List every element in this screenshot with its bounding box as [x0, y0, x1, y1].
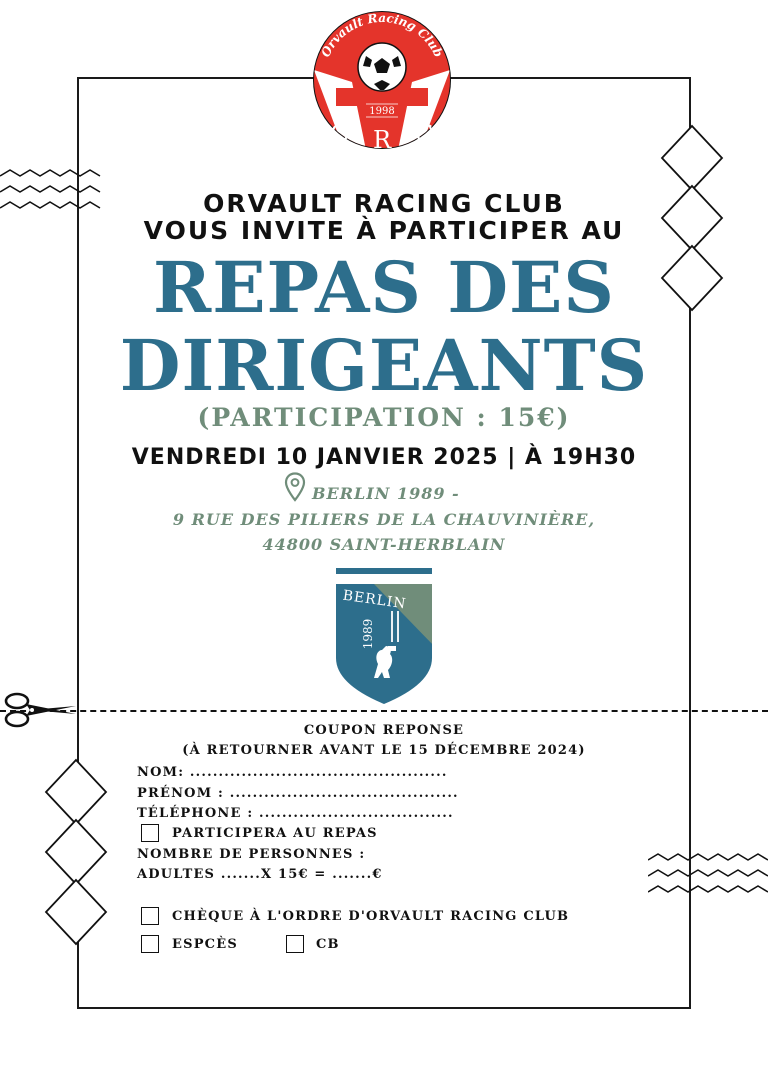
venue-logo-year: 1989	[361, 618, 375, 650]
event-date: VENDREDI 10 JANVIER 2025 | À 19H30	[131, 445, 637, 470]
invitation-header	[0, 190, 768, 244]
zigzag-decoration-right	[648, 852, 768, 902]
field-nombre-personnes[interactable]: NOMBRE DE PERSONNES :	[137, 847, 366, 862]
coupon-deadline: (À RETOURNER AVANT LE 15 DÉCEMBRE 2024)	[182, 743, 586, 758]
logo-arc-text: Orvault Racing Club	[318, 11, 446, 60]
venue-logo-word: BERLIN	[341, 587, 408, 613]
logo-initial-c: C	[414, 120, 434, 148]
coupon-title: COUPON REPONSE	[303, 723, 465, 738]
label-especes: ESPCÈS	[172, 937, 238, 952]
checkbox-cb[interactable]	[286, 935, 304, 953]
location-pin-icon	[284, 472, 306, 502]
label-cb: CB	[316, 937, 340, 952]
checkbox-especes[interactable]	[141, 935, 159, 953]
club-name: ORVAULT RACING CLUB	[203, 189, 565, 218]
venue-street: 9 RUE DES PILIERS DE LA CHAUVINIÈRE,	[172, 510, 596, 529]
diamond-decoration-left	[42, 758, 110, 948]
venue-name: BERLIN 1989 -	[312, 484, 460, 503]
title-line-2: DIRIGEANTS	[119, 324, 649, 407]
logo-year: 1998	[369, 106, 395, 117]
field-nom[interactable]: NOM: .............................................	[137, 765, 448, 780]
checkbox-cheque[interactable]	[141, 907, 159, 925]
title-line-1: REPAS DES	[153, 246, 615, 329]
venue-logo	[334, 566, 434, 706]
field-telephone[interactable]: TÉLÉPHONE : ..................................	[137, 806, 454, 821]
venue-city: 44800 SAINT-HERBLAIN	[262, 535, 506, 554]
field-adultes[interactable]: ADULTES .......X 15€ = .......€	[137, 867, 383, 882]
invite-line: VOUS INVITE À PARTICIPER AU	[143, 216, 625, 245]
logo-initial-o: O	[330, 120, 350, 148]
cut-line	[0, 710, 768, 712]
field-prenom[interactable]: PRÉNOM : ........................................	[137, 786, 459, 801]
checkbox-participera[interactable]	[141, 824, 159, 842]
club-logo	[296, 10, 468, 150]
logo-initial-r: R	[372, 126, 392, 150]
participation-price: (PARTICIPATION : 15€)	[197, 403, 571, 432]
label-participera: PARTICIPERA AU REPAS	[172, 826, 378, 841]
label-cheque: CHÈQUE À L'ORDRE D'ORVAULT RACING CLUB	[172, 909, 570, 924]
